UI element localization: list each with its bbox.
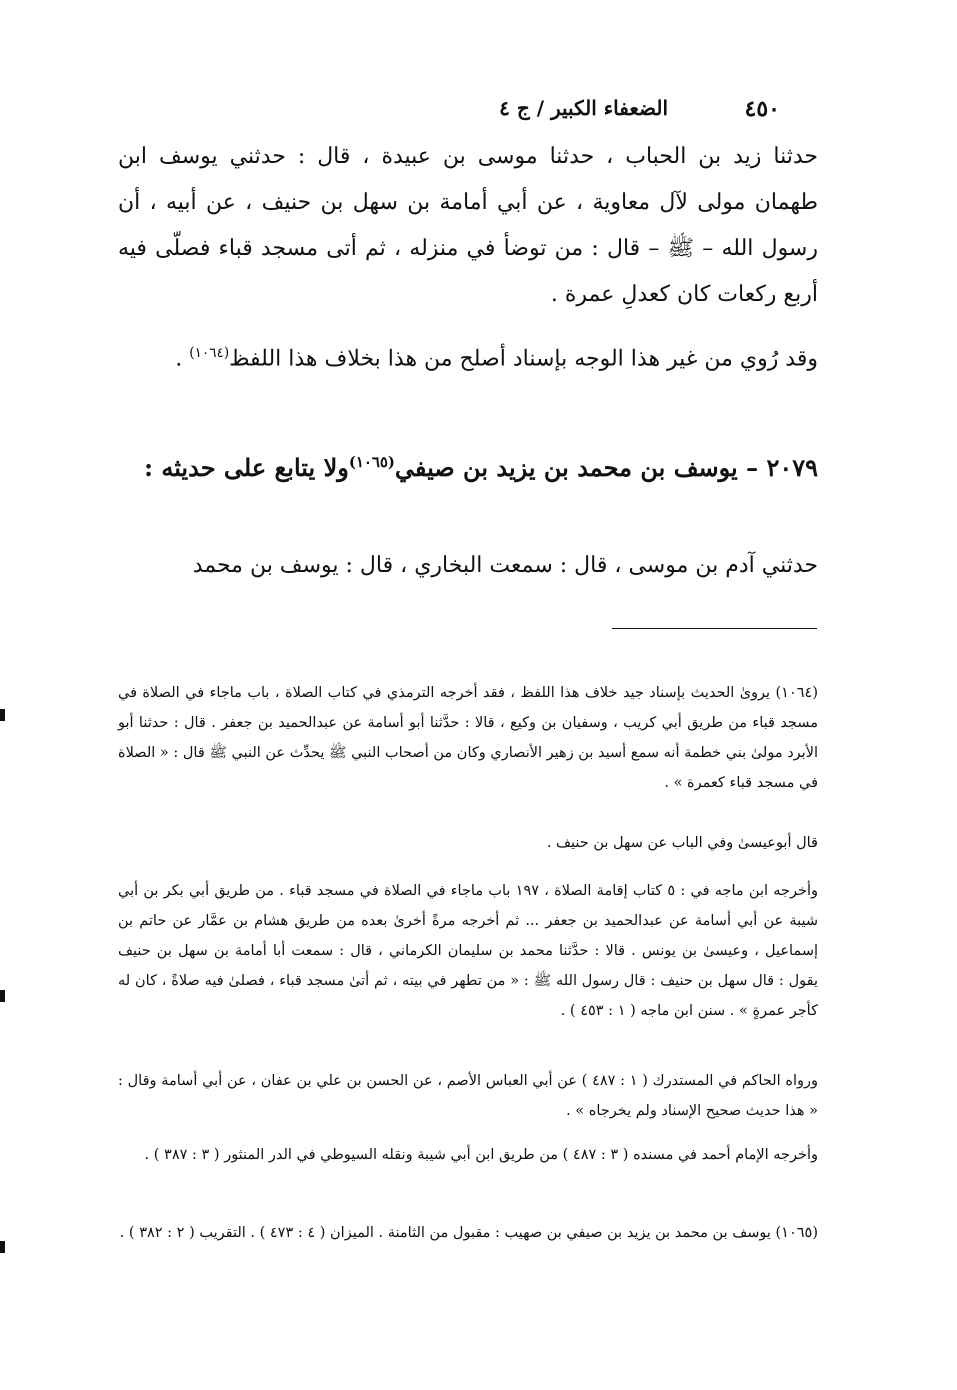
- narration-note-text: وقد رُوي من غير هذا الوجه بإسناد أصلح من هذا بخلاف هذا اللفظ: [229, 346, 818, 372]
- footnote-divider: [612, 628, 817, 629]
- footnote-1064-ahmad: وأخرجه الإمام أحمد في مسنده ( ٣ : ٤٨٧ ) من طريق ابن أبي شيبة ونقله السيوطي في الدر المنثور ( ٣ : ٣٨٧ ) .: [144, 1147, 818, 1163]
- footnote-1065: (١٠٦٥) يوسف بن محمد بن يزيد بن صيفي بن صهيب : مقبول من الثامنة . الميزان ( ٤ : ٤٧٣ ) . التقريب ( ٢ : ٣٨٢ ) .: [119, 1225, 818, 1241]
- footnote-ref-1064[interactable]: (١٠٦٤): [189, 345, 230, 361]
- page-header: [480, 96, 780, 132]
- entry-description: ولا يتابع على حديثه :: [144, 453, 349, 482]
- footnote-1064-hakim: ورواه الحاكم في المستدرك ( ١ : ٤٨٧ ) عن أبي العباس الأصم ، عن الحسن بن علي بن عفان ، عن أبي أسامة وقال : « هذا حديث صحيح الإسناد ولم يخرجاه » .: [118, 1073, 818, 1119]
- running-title: الضعفاء الكبير / ج ٤: [499, 96, 668, 120]
- footnote-1064-ibn-majah: وأخرجه ابن ماجه في : ٥ كتاب إقامة الصلاة ، ١٩٧ باب ماجاء في الصلاة في مسجد قباء . من طريق أبي بكر بن أبي شيبة عن أبي أسامة عن عبدالحميد بن جعفر ... ثم أخرجه مرةً أخرىٰ بعده من طريق هشام بن عمَّار عن حاتم بن إسماعيل ، وعيسىٰ بن يونس . قالا : حدَّثنا محمد بن سليمان الكرماني ، قال : سمعت أبا أمامة بن سهل بن حنيف يقول : قال سهل بن حنيف : قال رسول الله ﷺ : « من تطهر في بيته ، ثم أتىٰ مسجد قباء ، فصلىٰ فيه صلاةً ، كان له كأجر عمرةٍ » . سنن ابن ماجه ( ١ : ٤٥٣ ) .: [118, 883, 818, 1019]
- scan-edge-mark: [0, 990, 5, 1002]
- footnote-ref-1065[interactable]: (١٠٦٥): [348, 453, 395, 471]
- entry-name: يوسف بن محمد بن يزيد بن صيفي: [394, 453, 738, 482]
- scan-edge-mark: [0, 1241, 5, 1253]
- entry-dash: –: [737, 453, 767, 482]
- page-number: ٤٥٠: [744, 96, 780, 122]
- entry-number: ٢٠٧٩: [766, 453, 818, 482]
- entry-paragraph: حدثني آدم بن موسى ، قال : سمعت البخاري ، قال : يوسف بن محمد: [192, 553, 818, 578]
- narration-note-end: .: [175, 346, 190, 372]
- scan-edge-mark: [0, 709, 5, 721]
- narration-note-paragraph: [118, 330, 818, 382]
- biography-entry-heading: [118, 438, 818, 492]
- hadith-paragraph: حدثنا زيد بن الحباب ، حدثنا موسى بن عبيدة ، قال : حدثني يوسف ابن طهمان مولى لآل معاوية ، عن أبي أمامة بن سهل بن حنيف ، عن أبيه ، أن رسول الله – ﷺ – قال : من توضأ في منزله ، ثم أتى مسجد قباء فصلّى فيه أربع ركعات كان كعدلِ عمرة .: [118, 144, 818, 307]
- footnote-1064: (١٠٦٤) يروىٰ الحديث بإسناد جيد خلاف هذا اللفظ ، فقد أخرجه الترمذي في كتاب الصلاة ، باب ماجاء في الصلاة في مسجد قباء من طريق أبي كريب ، وسفيان بن وكيع ، قالا : حدَّثنا أبو أسامة عن عبدالحميد بن جعفر . قال : حدثنا أبو الأبرد مولىٰ بني خطمة أنه سمع أسيد بن زهير الأنصاري وكان من أصحاب النبي ﷺ يحدِّث عن النبي ﷺ قال : « الصلاة في مسجد قباء كعمرة » .: [118, 685, 818, 791]
- footnote-1064-tirmidhi-remark: قال أبوعيسىٰ وفي الباب عن سهل بن حنيف .: [546, 835, 818, 851]
